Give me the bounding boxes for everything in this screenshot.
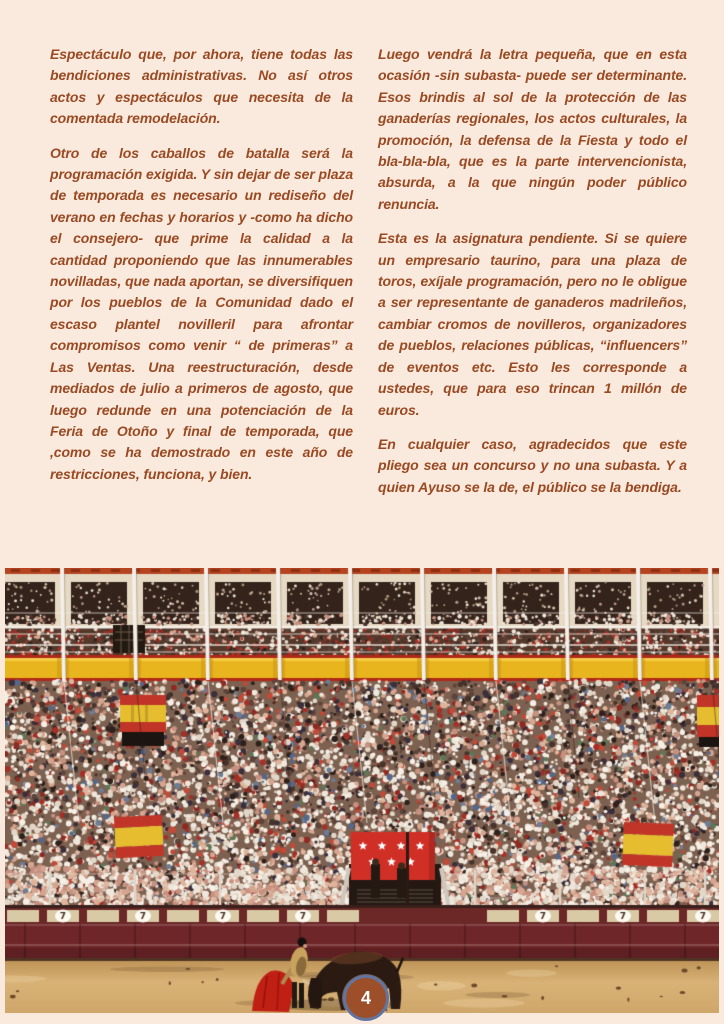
page-number-badge (343, 975, 389, 1021)
paragraph: Otro de los caballos de batalla será la programación exigida. Y sin dejar de ser plaza de temporada es necesario un rediseño del verano en fechas y horarios y -como ha dicho el consejero- que prime la calidad a la cantidad proponiendo que las innumerables novilladas, que nada aportan, se diversifiquen por los pueblos de la Comunidad dado el escaso plantel novilleril para afrontar compromisos como venir “ de primeras” a Las Ventas. Una reestructuración, desde mediados de julio a primeros de agosto, que luego redunde en una potenciación de la Feria de Otoño y final de temporada, que ,como se ha demostrado en este año de restricciones, funciona, y bien. (50, 144, 354, 482)
page-number: 4 (360, 987, 371, 1008)
paragraph: Espectáculo que, por ahora, tiene todas las bendiciones administrativas. No así otros actos y espectáculos que necesita de la comentada remodelación. (50, 46, 353, 127)
paragraph: Luego vendrá la letra pequeña, que en esta ocasión -sin subasta- puede ser determinante. Esos brindis al sol de la protección de las ganaderías regionales, los actos culturales, la promoción, la defensa de la Fiesta y todo el bla-bla-bla, que es la parte intervencionista, absurda, a la que ningún poder público renuncia. (378, 46, 687, 212)
paragraph: En cualquier caso, agradecidos que este pliego sea un concurso y no una subasta. Y a quien Ayuso se la de, el público se la bendiga. (378, 435, 687, 495)
bullring-photo (5, 568, 719, 1013)
article-text (50, 44, 688, 511)
paragraph: Esta es la asignatura pendiente. Si se quiere un empresario taurino, para una plaza de toros, exíjale programación, pero no le obligue a ser representante de ganaderos madrileños, cambiar cromos de novilleros, organizadores de pueblos, relaciones públicas, “influencers” de eventos etc. Esto les corresponde a ustedes, que para eso trincan 1 millón de euros. (378, 230, 687, 418)
article-column-right (378, 44, 687, 511)
bullring-photo-canvas (5, 568, 719, 1013)
article-column-left (50, 44, 353, 511)
